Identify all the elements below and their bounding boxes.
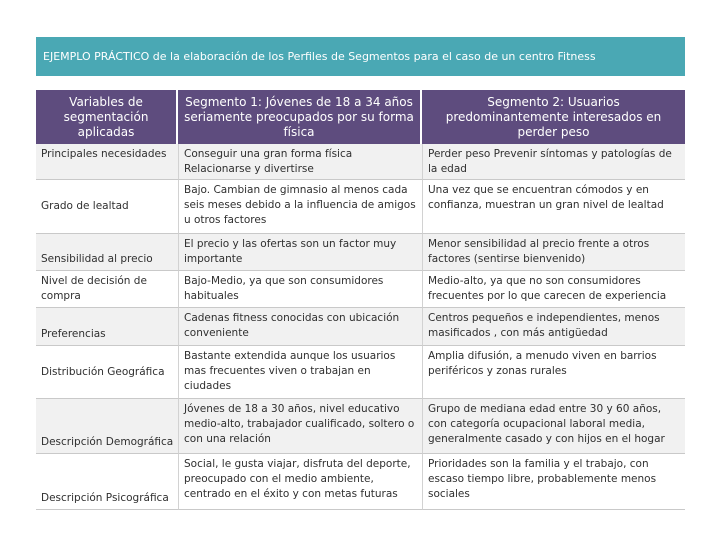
table-row — [36, 144, 685, 180]
segment-1-cell: Bajo. Cambian de gimnasio al menos cada seis meses debido a la influencia de amigos u otros factores — [178, 180, 422, 234]
segment-2-cell: Una vez que se encuentran cómodos y en confianza, muestran un gran nivel de lealtad — [422, 180, 685, 234]
segment-1-cell: Conseguir una gran forma física Relacionarse y divertirse — [178, 144, 422, 180]
segment-2-cell: Grupo de mediana edad entre 30 y 60 años, con categoría ocupacional laboral media, generalmente casado y con hijos en el hogar — [422, 399, 685, 454]
segment-2-cell: Perder peso Prevenir síntomas y patologías de la edad — [422, 144, 685, 180]
segment-1-cell: El precio y las ofertas son un factor muy importante — [178, 234, 422, 271]
header-segment-1: Segmento 1: Jóvenes de 18 a 34 años seriamente preocupados por su forma física — [178, 90, 422, 144]
table-row — [36, 346, 685, 399]
table-row — [36, 271, 685, 308]
table-row — [36, 399, 685, 454]
row-label: Descripción Demográfica — [36, 399, 178, 454]
table-row — [36, 234, 685, 271]
table-header-row — [36, 90, 685, 144]
row-label: Sensibilidad al precio — [36, 234, 178, 271]
table-row — [36, 308, 685, 346]
row-label: Nivel de decisión de compra — [36, 271, 178, 308]
segment-2-cell: Medio-alto, ya que no son consumidores frecuentes por lo que carecen de experiencia — [422, 271, 685, 308]
segment-2-cell: Amplia difusión, a menudo viven en barrios periféricos y zonas rurales — [422, 346, 685, 399]
row-label: Grado de lealtad — [36, 180, 178, 234]
segment-2-cell: Prioridades son la familia y el trabajo, con escaso tiempo libre, probablemente menos sociales — [422, 454, 685, 510]
header-variables: Variables de segmentación aplicadas — [36, 90, 178, 144]
segment-profile-table — [36, 90, 685, 510]
row-label: Descripción Psicográfica — [36, 454, 178, 510]
segment-1-cell: Bastante extendida aunque los usuarios mas frecuentes viven o trabajan en ciudades — [178, 346, 422, 399]
segment-1-cell: Cadenas fitness conocidas con ubicación conveniente — [178, 308, 422, 346]
segment-1-cell: Bajo-Medio, ya que son consumidores habituales — [178, 271, 422, 308]
row-label: Preferencias — [36, 308, 178, 346]
segment-1-cell: Social, le gusta viajar, disfruta del deporte, preocupado con el medio ambiente, centrado en el éxito y con metas futuras — [178, 454, 422, 510]
header-segment-2: Segmento 2: Usuarios predominantemente interesados en perder peso — [422, 90, 685, 144]
segment-1-cell: Jóvenes de 18 a 30 años, nivel educativo medio-alto, trabajador cualificado, soltero o con una relación — [178, 399, 422, 454]
segment-2-cell: Centros pequeños e independientes, menos masificados , con más antigüedad — [422, 308, 685, 346]
table-row — [36, 180, 685, 234]
row-label: Principales necesidades — [36, 144, 178, 180]
row-label: Distribución Geográfica — [36, 346, 178, 399]
table-row — [36, 454, 685, 510]
page-title: EJEMPLO PRÁCTICO de la elaboración de los Perfiles de Segmentos para el caso de un centro Fitness — [36, 37, 685, 76]
segment-2-cell: Menor sensibilidad al precio frente a otros factores (sentirse bienvenido) — [422, 234, 685, 271]
